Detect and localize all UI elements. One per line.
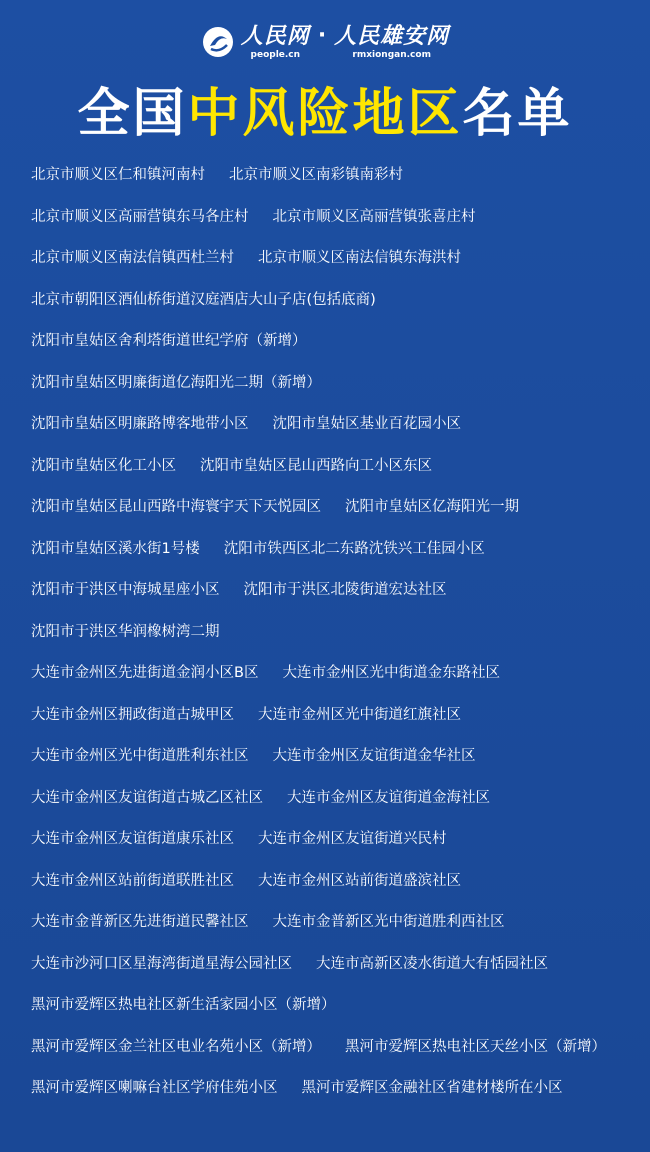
list-row	[31, 446, 641, 488]
area-item: 大连市金州区友谊街道兴民村	[258, 831, 447, 847]
list-row	[31, 570, 641, 612]
title-suffix: 名单	[462, 84, 573, 144]
list-row	[31, 653, 641, 695]
area-item: 沈阳市皇姑区溪水街1号楼	[31, 540, 200, 557]
area-item: 大连市金普新区先进街道民馨社区	[31, 914, 249, 930]
list-row	[31, 238, 641, 280]
list-row	[31, 529, 641, 571]
area-item: 沈阳市皇姑区化工小区	[31, 457, 176, 474]
area-item: 大连市金州区站前街道联胜社区	[31, 872, 234, 889]
list-row	[31, 280, 641, 322]
list-row	[31, 861, 641, 903]
list-row	[31, 404, 641, 446]
area-item: 沈阳市皇姑区昆山西路向工小区东区	[200, 457, 432, 474]
area-item: 黑河市爱辉区金兰社区电业名苑小区（新增）	[31, 1038, 321, 1055]
area-item: 大连市金州区光中街道红旗社区	[258, 706, 461, 723]
list-row	[31, 736, 641, 778]
logo-right-url: rmxiongan.com	[352, 50, 431, 60]
area-item: 大连市金普新区光中街道胜利西社区	[272, 914, 505, 930]
area-item: 沈阳市于洪区北陵街道宏达社区	[243, 582, 447, 598]
area-item: 北京市顺义区高丽营镇东马各庄村	[31, 208, 249, 225]
area-item: 大连市金州区站前街道盛滨社区	[258, 872, 461, 889]
area-item: 北京市顺义区高丽营镇张喜庄村	[272, 208, 476, 225]
list-row	[31, 778, 641, 820]
list-row	[31, 155, 641, 197]
area-item: 沈阳市皇姑区亿海阳光一期	[345, 499, 519, 515]
title-highlight: 中风险地区	[187, 84, 463, 144]
area-item: 大连市金州区友谊街道金海社区	[287, 789, 490, 806]
people-logo-icon	[201, 25, 235, 59]
area-item: 大连市金州区友谊街道康乐社区	[31, 831, 234, 847]
list-row	[31, 819, 641, 861]
logo-separator: ·	[317, 23, 327, 48]
area-item: 北京市顺义区南彩镇南彩村	[229, 167, 403, 183]
area-item: 沈阳市皇姑区昆山西路中海寰宇天下天悦园区	[31, 499, 321, 515]
list-row	[31, 363, 641, 405]
list-row	[31, 695, 641, 737]
area-item: 沈阳市皇姑区舍利塔街道世纪学府（新增）	[31, 333, 307, 349]
area-item: 沈阳市皇姑区基业百花园小区	[272, 416, 461, 432]
area-item: 北京市顺义区南法信镇西杜兰村	[31, 250, 234, 266]
list-row	[31, 612, 641, 654]
area-item: 沈阳市于洪区中海城星座小区	[31, 582, 220, 598]
logo-left-url: people.cn	[250, 50, 301, 60]
area-item: 大连市金州区光中街道胜利东社区	[31, 748, 249, 764]
list-row	[31, 487, 641, 529]
list-row	[31, 197, 641, 239]
area-item: 黑河市爱辉区金融社区省建材楼所在小区	[301, 1080, 563, 1096]
list-row	[31, 902, 641, 944]
title-prefix: 全国	[77, 84, 188, 144]
logo-left-name: 人民网	[240, 23, 310, 49]
area-list	[31, 155, 641, 1110]
area-item: 沈阳市于洪区华润橡树湾二期	[31, 623, 220, 640]
area-item: 大连市金州区拥政街道古城甲区	[31, 706, 234, 723]
page-title	[0, 80, 650, 148]
list-row	[31, 944, 641, 986]
area-item: 大连市高新区凌水街道大有恬园社区	[316, 955, 548, 972]
list-row	[31, 321, 641, 363]
list-row	[31, 985, 641, 1027]
area-item: 黑河市爱辉区热电社区新生活家园小区（新增）	[31, 997, 336, 1013]
area-item: 黑河市爱辉区热电社区天丝小区（新增）	[345, 1038, 606, 1055]
area-item: 沈阳市铁西区北二东路沈铁兴工佳园小区	[223, 540, 485, 557]
area-item: 黑河市爱辉区喇嘛台社区学府佳苑小区	[31, 1080, 278, 1096]
area-item: 大连市金州区先进街道金润小区B区	[31, 665, 259, 681]
area-item: 沈阳市皇姑区明廉街道亿海阳光二期（新增）	[31, 374, 321, 391]
list-row	[31, 1027, 641, 1069]
area-item: 北京市朝阳区酒仙桥街道汉庭酒店大山子店(包括底商)	[31, 291, 376, 308]
logo[interactable]	[201, 23, 449, 61]
area-item: 沈阳市皇姑区明廉路博客地带小区	[31, 416, 249, 432]
area-item: 大连市金州区友谊街道古城乙区社区	[31, 789, 263, 806]
logo-bar	[0, 18, 650, 66]
area-item: 北京市顺义区仁和镇河南村	[31, 167, 205, 183]
area-item: 大连市沙河口区星海湾街道星海公园社区	[31, 955, 292, 972]
area-item: 大连市金州区光中街道金东路社区	[282, 665, 500, 681]
list-row	[31, 1068, 641, 1110]
area-item: 大连市金州区友谊街道金华社区	[272, 748, 476, 764]
area-item: 北京市顺义区南法信镇东海洪村	[258, 250, 461, 266]
logo-right-name: 人民雄安网	[334, 23, 450, 49]
